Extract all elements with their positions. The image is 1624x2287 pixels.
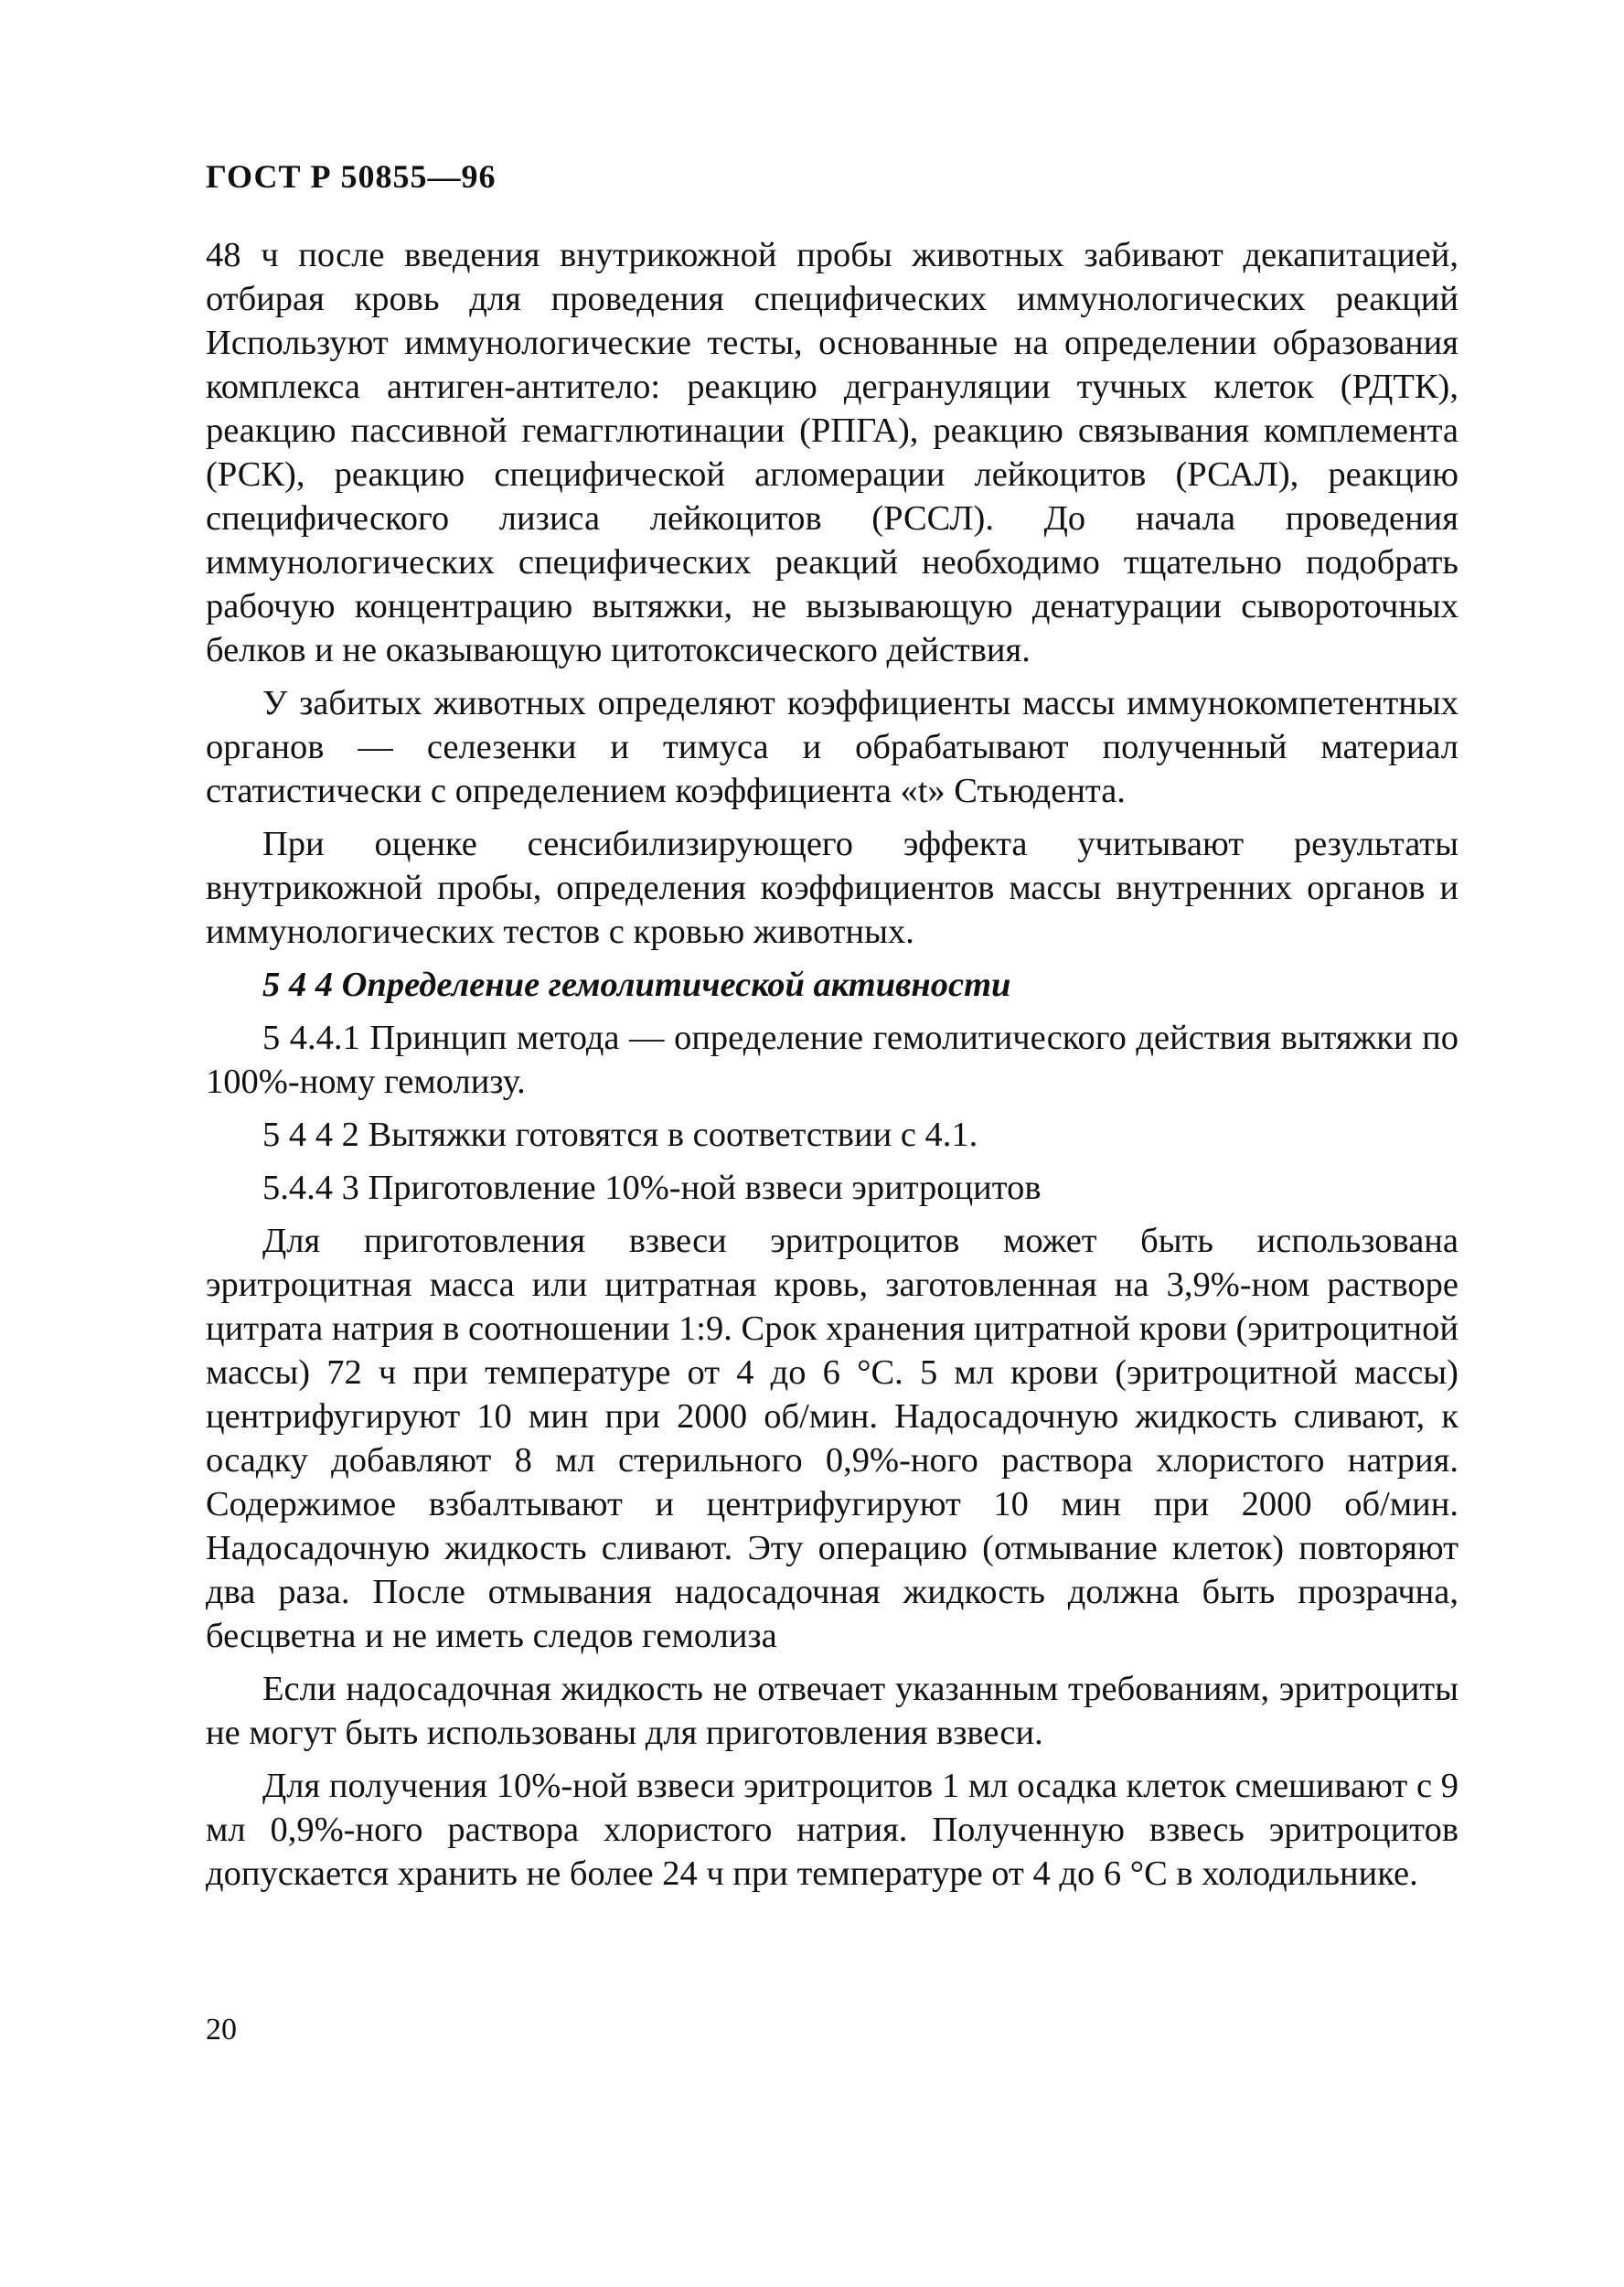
page-number: 20	[206, 2013, 237, 2047]
paragraph: У забитых животных определяют коэффициенты массы иммунокомпетентных органов — селезенки и тимуса и обрабатывают полученный материал статистически с определением коэффициента «t» Стьюдента.	[206, 684, 1458, 810]
paragraph: Если надосадочная жидкость не отвечает указанным требованиям, эритроциты не могут быть использованы для приготовления взвеси.	[206, 1670, 1458, 1752]
section-heading: 5 4 4 Определение гемолитической активности	[262, 966, 1011, 1004]
document-body	[206, 233, 1458, 1905]
paragraph: 5 4.4.1 Принцип метода — определение гемолитического действия вытяжки по 100%-ному гемолизу.	[206, 1019, 1458, 1101]
paragraph: Для приготовления взвеси эритроцитов может быть использована эритроцитная масса или цитратная кровь, заготовленная на 3,9%-ном растворе цитрата натрия в соотношении 1:9. Срок хранения цитратной крови (эритроцитной массы) 72 ч при температуре от 4 до 6 °С. 5 мл крови (эритроцитной массы) центрифугируют 10 мин при 2000 об/мин. Надосадочную жидкость сливают, к осадку добавляют 8 мл стерильного 0,9%-ного раствора хлористого натрия. Содержимое взбалтывают и центрифугируют 10 мин при 2000 об/мин. Надосадочную жидкость сливают. Эту операцию (отмывание клеток) повторяют два раза. После отмывания надосадочная жидкость должна быть прозрачна, бесцветна и не иметь следов гемолиза	[206, 1222, 1458, 1655]
paragraph: Для получения 10%-ной взвеси эритроцитов 1 мл осадка клеток смешивают с 9 мл 0,9%-ного раствора хлористого натрия. Полученную взвесь эритроцитов допускается хранить не более 24 ч при температуре от 4 до 6 °С в холодильнике.	[206, 1767, 1458, 1893]
paragraph: 48 ч после введения внутрикожной пробы животных забивают декапитацией, отбирая кровь для проведения специфических иммунологических реакций Используют иммунологические тесты, основанные на определении образования комплекса антиген-антитело: реакцию дегрануляции тучных клеток (РДТК), реакцию пассивной гемагглютинации (РПГА), реакцию связывания комплемента (РСК), реакцию специфической агломерации лейкоцитов (РСАЛ), реакцию специфического лизиса лейкоцитов (РССЛ). До начала проведения иммунологических специфических реакций необходимо тщательно подобрать рабочую концентрацию вытяжки, не вызывающую денатурации сывороточных белков и не оказывающую цитотоксического действия.	[206, 236, 1458, 669]
paragraph: 5.4.4 3 Приготовление 10%-ной взвеси эритроцитов	[262, 1169, 1042, 1207]
page-header: ГОСТ Р 50855—96	[206, 158, 497, 195]
paragraph: 5 4 4 2 Вытяжки готовятся в соответствии с 4.1.	[262, 1116, 978, 1154]
paragraph: При оценке сенсибилизирующего эффекта учитывают результаты внутрикожной пробы, определения коэффициентов массы внутренних органов и иммунологических тестов с кровью животных.	[206, 825, 1458, 951]
